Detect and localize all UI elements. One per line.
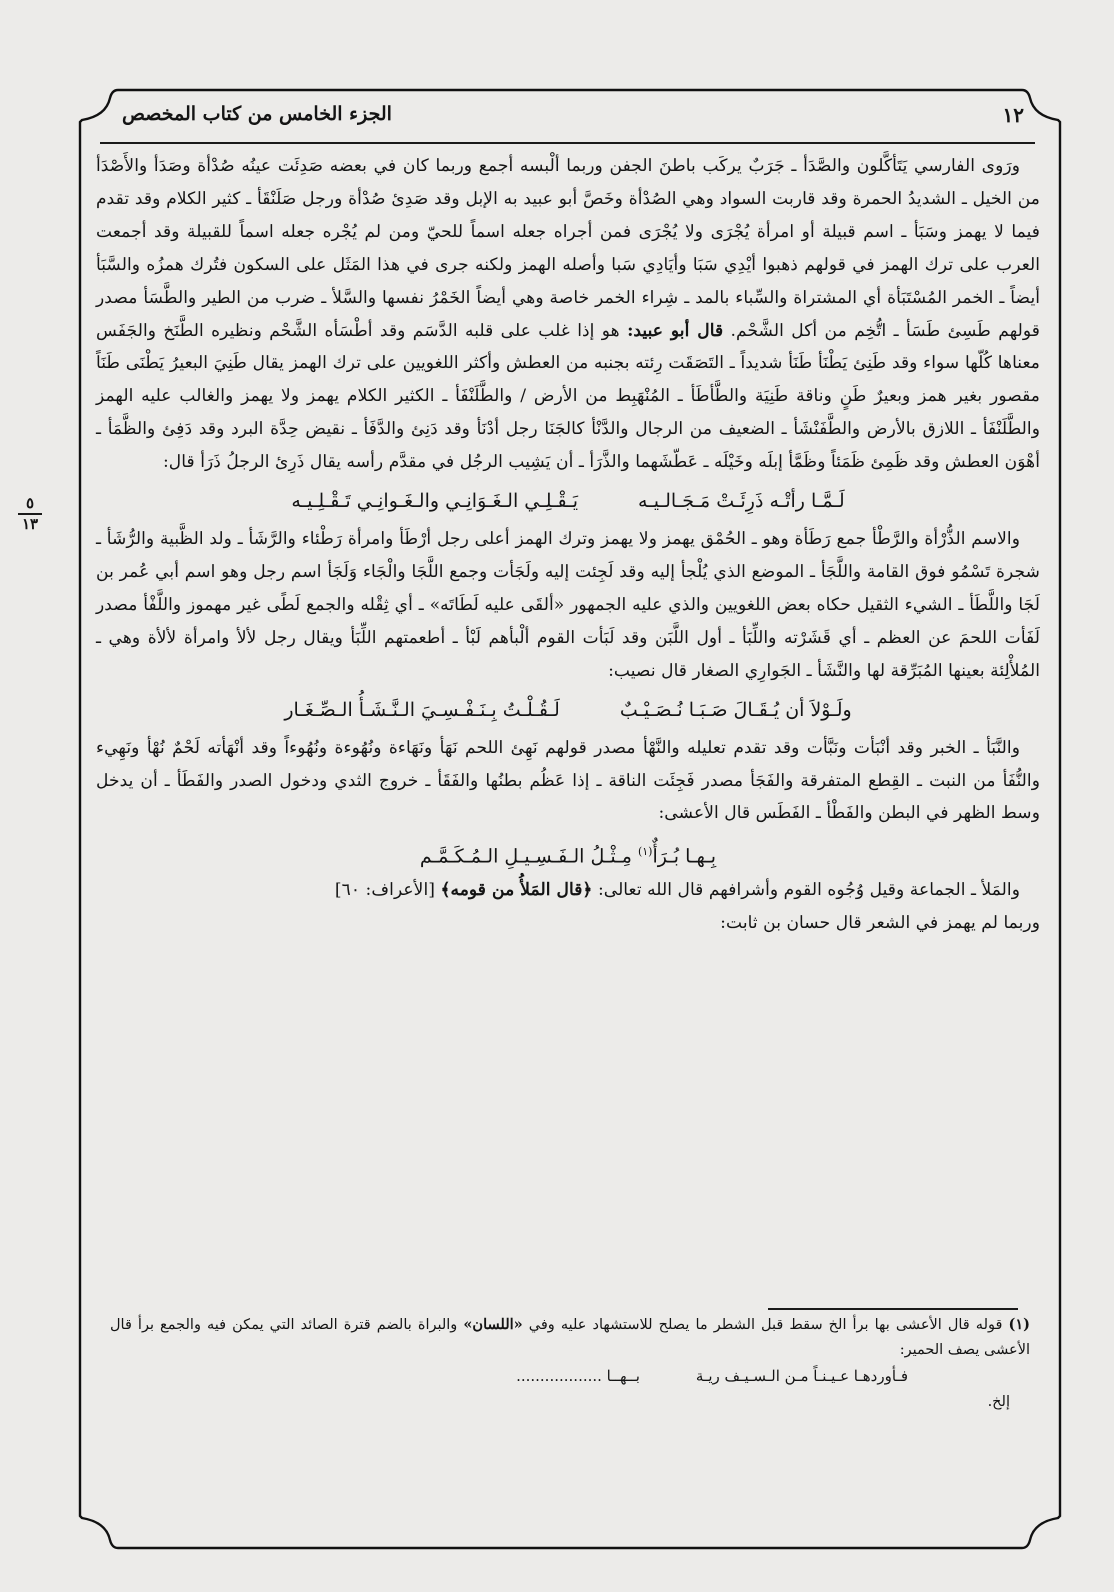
margin-marker-top: ٥ (25, 494, 35, 512)
verse-2-hemistich-2: لَـقُـلْـتُ بِـنَـفْـسِـيَ الـنَّـشَـأُ الـصِّـغَـار (284, 698, 560, 721)
paragraph-3: والنَّبَأ ـ الخبر وقد أنْبَأت ونَبَّأت وقد تقدم تعليله والنَّهْأ مصدر قولهم نَهِئ اللحم نَهَأ ونَهَاءة ونُهُوءة ونُهُوءاً وقد أنْهَأته لَحْمٌ نُهْأ ونَهِيء والنُّفَأ من النبت ـ القِطع المتفرقة والفَجَأ مصدر فَجِئَت الناقة ـ إذا عَظُم بطنُها والفَقَأ ـ خروج الثدي ودخول الصدر والفَطَأ ـ أن يدخل وسط الظهر في البطن والفَطْأ ـ الفَطَس قال الأعشى: (96, 737, 1040, 824)
paragraph-4: والمَلأ ـ الجماعة وقيل وُجُوه القوم وأشرافهم قال الله تعالى: ﴿قال المَلأُ من قومه﴾ [الأعراف: ٦٠] (334, 880, 1020, 901)
running-title: الجزء الخامس من كتاب المخصص (122, 103, 392, 125)
margin-marker-bottom: ١٣ (21, 515, 39, 533)
footnote-1-number: (١) (1008, 1316, 1031, 1333)
paragraph-2: والاسم الذُّرْأة والرَّطْأ جمع رَطَأة وهو ـ الحُمْق يهمز ولا يهمز وترك الهمز أعلى رجل أرْطَأ وامرأة رَطْئاء والرَّشَأ ـ ولد الظَّبية والرُّشَأ ـ شجرة تَسْمُو فوق القامة واللَّجَأ ـ الموضع الذي يُلْجأ إليه وقد لَجِئت إليه ولَجَأت وجمع اللَّجَا والْجَاء وَلَجَأ اسم رجل وهو اسم أبي عُمر بن لَجَا واللَّطَأ ـ الشيء الثقيل حكاه بعض اللغويين والذي عليه الجمهور «ألقَى عليه لَطَاتَه» ـ أي ثِقْله والجمع لَطًى غير مهموز واللَّفْأ مصدر لَفَأت اللحمَ عن العظم ـ أي قَشَرْته واللِّبَأ ـ أول اللَّبَن وقد لَبَأت القوم ألْبأهم لَبْأ ـ أطعمتهم اللِّبَأ ويقال رجل لألأ وامرأة لألأة وهي ـ المُلأْلِئة بعينها المُبَرِّقة لها والنَّشَأ ـ الجَوارِي الصغار قال نصيب: (96, 529, 1040, 681)
verse-1 (96, 479, 1040, 523)
verse-3 (96, 830, 1040, 874)
footnote-1-verse-a: فـأوردهـا عـيـنـاً مـن الـسـيـف ريـة (695, 1367, 908, 1385)
footnote-1: (١) قوله قال الأعشى بها برأ الخ سقط قبل الشطر ما يصلح للاستشهاد عليه وفي «اللسان» والبراة بالضم قترة الصائد التي يمكن فيه والجمع برأ قال الأعشى يصف الحمير: (110, 1316, 1031, 1358)
abu-ubaid-label: قال أبو عبيد: (627, 320, 724, 341)
page-number: ١٢ (1002, 103, 1024, 127)
footnote-rule (768, 1308, 1018, 1310)
verse-2 (96, 688, 1040, 732)
paragraph-1-continued: هو إذا غلب على قلبه الدَّسَم وقد أطْسَأه الشَّحْم ونظيره الطَّنَخ والجَفَس معناها كُلّها سواء وقد طَنِئ يَطْنَأ طَنَأ شديداً ـ التَصَقَت رِئته بجنبه من العطش وأكثر اللغويين على ترك الهمز يقال طَنِيَ البعيرُ يَطْنَى طَنَاً مقصور بغير همز وبعيرٌ طَنٍ وناقة طَنِيَة والطَّأطَأ ـ المُنْهَبِط من الأرض / والطَّلَنْفَأ ـ الكثير الكلام يهمز ولا يهمز والغالب عليه الهمز والطَّلَنْفَأ ـ اللازق بالأرض والطَّفَنْشَأ ـ الضعيف من الرجال والدَّنْأ كالجَنَا رجل أدْنَأ وقد دَنِئ والدَّفَأ ـ نقيض حِدَّة البرد وقد دَفِئ والظَّمَأ ـ أهْوَن العطش وقد ظَمِئ ظَمَئاً وظَمَّأ إبلَه وخَيْلَه ـ عَطّشَهما والذَّرَأ ـ أن يَشِيب الرجُل في مقدَّم رأسه يقال ذَرِئ الرجلُ ذَرَأ قال: (96, 320, 1040, 473)
verse-1-hemistich-2: يَـقْـلِـي الـغَـوَانِـي والـغَـوانِـي تَـقْـلِـيـه (291, 490, 579, 513)
footnote-ref-1[interactable]: (١) (637, 845, 653, 859)
paragraph-4-end: وربما لم يهمز في الشعر قال حسان بن ثابت: (720, 913, 1040, 934)
verse-1-hemistich-1: لَـمَّـا رأتْـه ذَرِئَـتْ مَـجَـالـيـه (638, 490, 845, 513)
running-header (122, 103, 1024, 131)
quran-quote: ﴿قال المَلأُ من قومه﴾ (440, 880, 593, 901)
header-rule (100, 142, 1035, 144)
footnote-1-verse-b: بــهــا .................. (516, 1367, 640, 1385)
main-text (96, 150, 1040, 940)
footnote-1-verse (110, 1362, 1030, 1390)
quran-reference: [الأعراف: ٦٠] (334, 880, 441, 901)
footnote-1-end: إلخ. (987, 1394, 1010, 1410)
verse-2-hemistich-1: ولَـوْلاَ أن يُـقَـالَ صَـبَـا نُـصَـيْـبٌ (619, 698, 852, 721)
footnotes (110, 1313, 1030, 1415)
paragraph-1 (96, 150, 1040, 479)
verse-3-text: بِـهـا بُـرَأٌ$^{(١)}$ مِـثْـلُ الـفَـسِـيـلِ الـمُـكَـمَّـم (419, 845, 717, 868)
footnote-1-source: «اللسان» (463, 1316, 523, 1333)
paragraph-1-text: ورَوى الفارسي يَتَأكَّلون والصَّدَأ ـ جَرَبٌ يركَب باطنَ الجفن وربما ألْبسه أجمع وربما كان في بعضه صَدِئَت عينُه صُدْأة وصَدَأ والأَصْدَأ من الخيل ـ الشديدُ الحمرة وقد قاربت السواد وهي الصُدْأة وخَصَّ أبو عبيد به الإبل وقد صَدِئ صُدْأة ورجل صَلَنْقَأ ـ كثير الكلام وقد تقدم فيما لا يهمز وسَبَأ ـ اسم قبيلة أو امرأة يُجْرَى ولا يُجْرَى فمن أجراه جعله اسماً للحيّ ومن لم يُجْره جعله اسماً للقبيلة وقد أجمعت العرب على ترك الهمز في قولهم ذهبوا أيْدِي سَبَا وأيَادِي سَبا وأصله الهمز ولكنه جرى في هذا المَثَل على السكون فتُرك همزُه والسَّبَأ أيضاً ـ الخمر المُسْتَبَأة أي المشتراة والسِّباء بالمد ـ شِراء الخمر خاصة وهي أيضاً الخَمْرُ نفسها والسَّلأ ـ ضرب من الطير والطَّسَأ مصدر قولهم طَسِئ طَسَأ ـ اتُّخِم من أكل الشَّحْم. (96, 156, 1041, 341)
margin-page-marker (18, 495, 42, 533)
